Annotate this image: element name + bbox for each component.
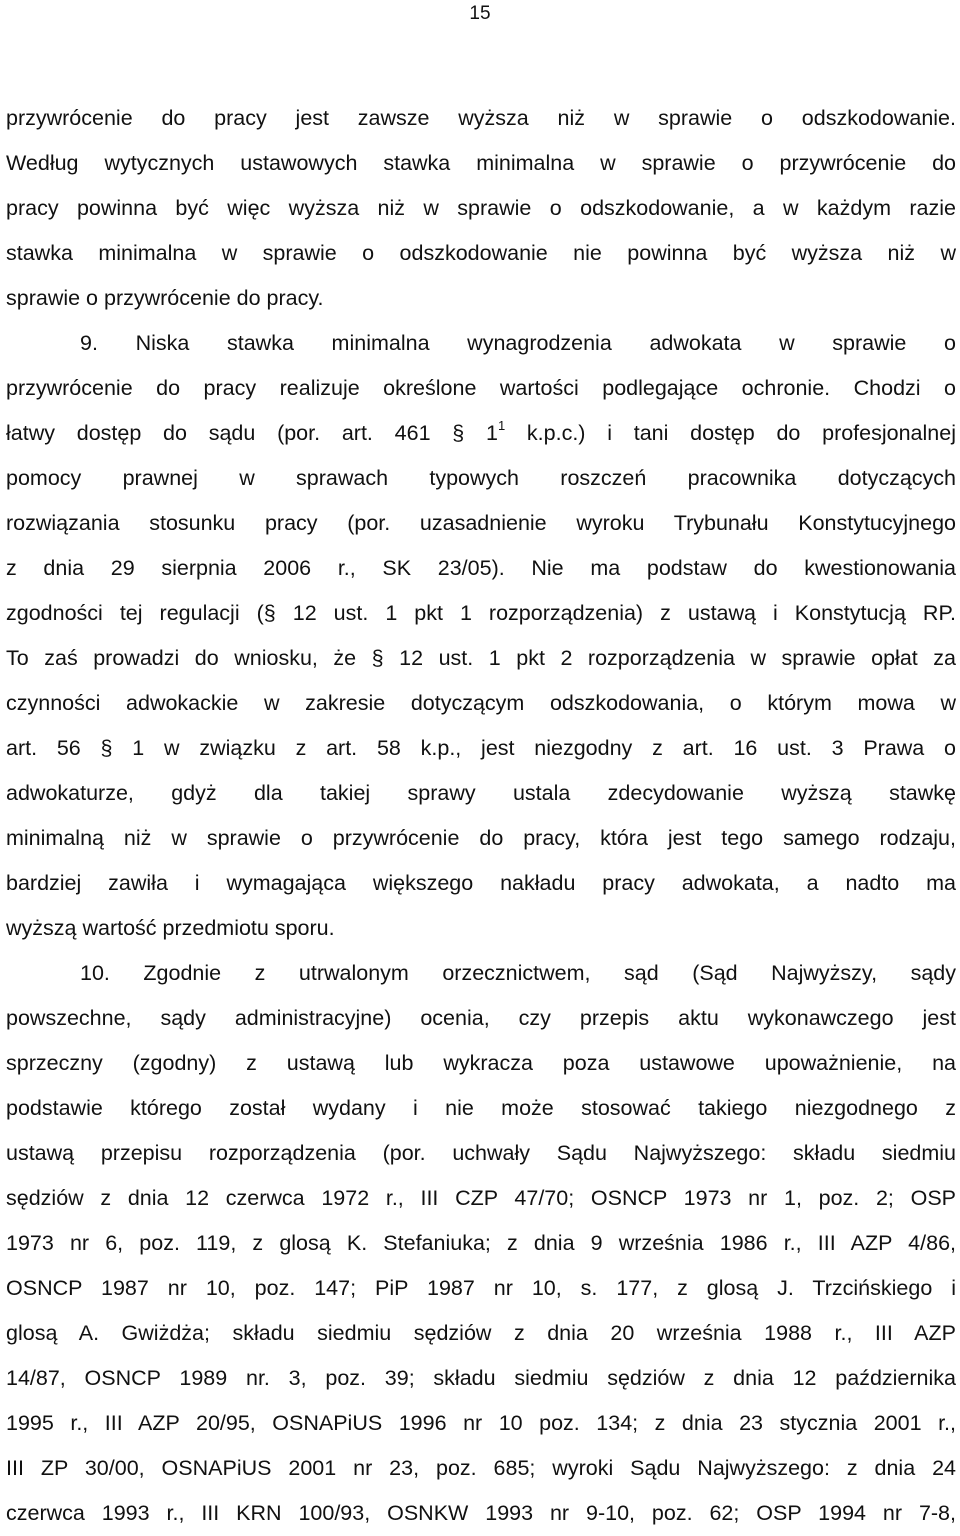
text-line: 10. Zgodnie z utrwalonym orzecznictwem, sąd (Sąd Najwyższy, sądy [80, 961, 956, 985]
text-line: glosą A. Gwiżdża; składu siedmiu sędziów z dnia 20 września 1988 r., III AZP [6, 1321, 956, 1345]
text-line: 1995 r., III AZP 20/95, OSNAPiUS 1996 nr 10 poz. 134; z dnia 23 stycznia 2001 r., [6, 1411, 956, 1435]
text-line: 14/87, OSNCP 1989 nr. 3, poz. 39; składu siedmiu sędziów z dnia 12 października [6, 1366, 956, 1390]
text-line: ustawą przepisu rozporządzenia (por. uchwały Sądu Najwyższego: składu siedmiu [6, 1141, 956, 1165]
text-line: To zaś prowadzi do wniosku, że § 12 ust. 1 pkt 2 rozporządzenia w sprawie opłat za [6, 646, 956, 670]
text-line: czynności adwokackie w zakresie dotyczącym odszkodowania, o którym mowa w [6, 691, 956, 715]
text-line: 1973 nr 6, poz. 119, z glosą K. Stefaniuka; z dnia 9 września 1986 r., III AZP 4/86, [6, 1231, 956, 1255]
page-number: 15 [469, 3, 491, 24]
text-line: 9. Niska stawka minimalna wynagrodzenia adwokata w sprawie o [80, 331, 956, 355]
text-segment: łatwy dostęp do sądu (por. art. 461 § 1 [6, 421, 498, 445]
document-body [6, 96, 956, 1536]
text-line: OSNCP 1987 nr 10, poz. 147; PiP 1987 nr 10, s. 177, z glosą J. Trzcińskiego i [6, 1276, 956, 1300]
text-line: minimalną niż w sprawie o przywrócenie do pracy, która jest tego samego rodzaju, [6, 826, 956, 850]
text-line [6, 411, 956, 456]
text-line: pomocy prawnej w sprawach typowych roszczeń pracownika dotyczących [6, 466, 956, 490]
text-line: sędziów z dnia 12 czerwca 1972 r., III CZP 47/70; OSNCP 1973 nr 1, poz. 2; OSP [6, 1186, 956, 1210]
text-line: wyższą wartość przedmiotu sporu. [6, 916, 335, 940]
text-line: przywrócenie do pracy realizuje określone wartości podlegające ochronie. Chodzi o [6, 376, 956, 400]
text-line: sprzeczny (zgodny) z ustawą lub wykracza poza ustawowe upoważnienie, na [6, 1051, 956, 1075]
text-line: bardziej zawiła i wymagająca większego nakładu pracy adwokata, a nadto ma [6, 871, 956, 895]
text-line: z dnia 29 sierpnia 2006 r., SK 23/05). Nie ma podstaw do kwestionowania [6, 556, 956, 580]
text-segment: k.p.c.) i tani dostęp do profesjonalnej [505, 421, 956, 445]
text-line: czerwca 1993 r., III KRN 100/93, OSNKW 1993 nr 9-10, poz. 62; OSP 1994 nr 7-8, [6, 1501, 956, 1525]
superscript: 1 [497, 418, 506, 433]
text-line: podstawie którego został wydany i nie może stosować takiego niezgodnego z [6, 1096, 956, 1120]
text-line: III ZP 30/00, OSNAPiUS 2001 nr 23, poz. 685; wyroki Sądu Najwyższego: z dnia 24 [6, 1456, 956, 1480]
text-line: Według wytycznych ustawowych stawka minimalna w sprawie o przywrócenie do [6, 151, 956, 175]
text-line: pracy powinna być więc wyższa niż w sprawie o odszkodowanie, a w każdym razie [6, 196, 956, 220]
text-line: stawka minimalna w sprawie o odszkodowanie nie powinna być wyższa niż w [6, 241, 956, 265]
text-line: rozwiązania stosunku pracy (por. uzasadnienie wyroku Trybunału Konstytucyjnego [6, 511, 956, 535]
text-line: sprawie o przywrócenie do pracy. [6, 286, 324, 310]
text-line: powszechne, sądy administracyjne) ocenia, czy przepis aktu wykonawczego jest [6, 1006, 956, 1030]
text-line: adwokaturze, gdyż dla takiej sprawy ustala zdecydowanie wyższą stawkę [6, 781, 956, 805]
text-line: zgodności tej regulacji (§ 12 ust. 1 pkt 1 rozporządzenia) z ustawą i Konstytucją RP. [6, 601, 956, 625]
text-line: art. 56 § 1 w związku z art. 58 k.p., jest niezgodny z art. 16 ust. 3 Prawa o [6, 736, 956, 760]
text-line: przywrócenie do pracy jest zawsze wyższa niż w sprawie o odszkodowanie. [6, 106, 956, 130]
